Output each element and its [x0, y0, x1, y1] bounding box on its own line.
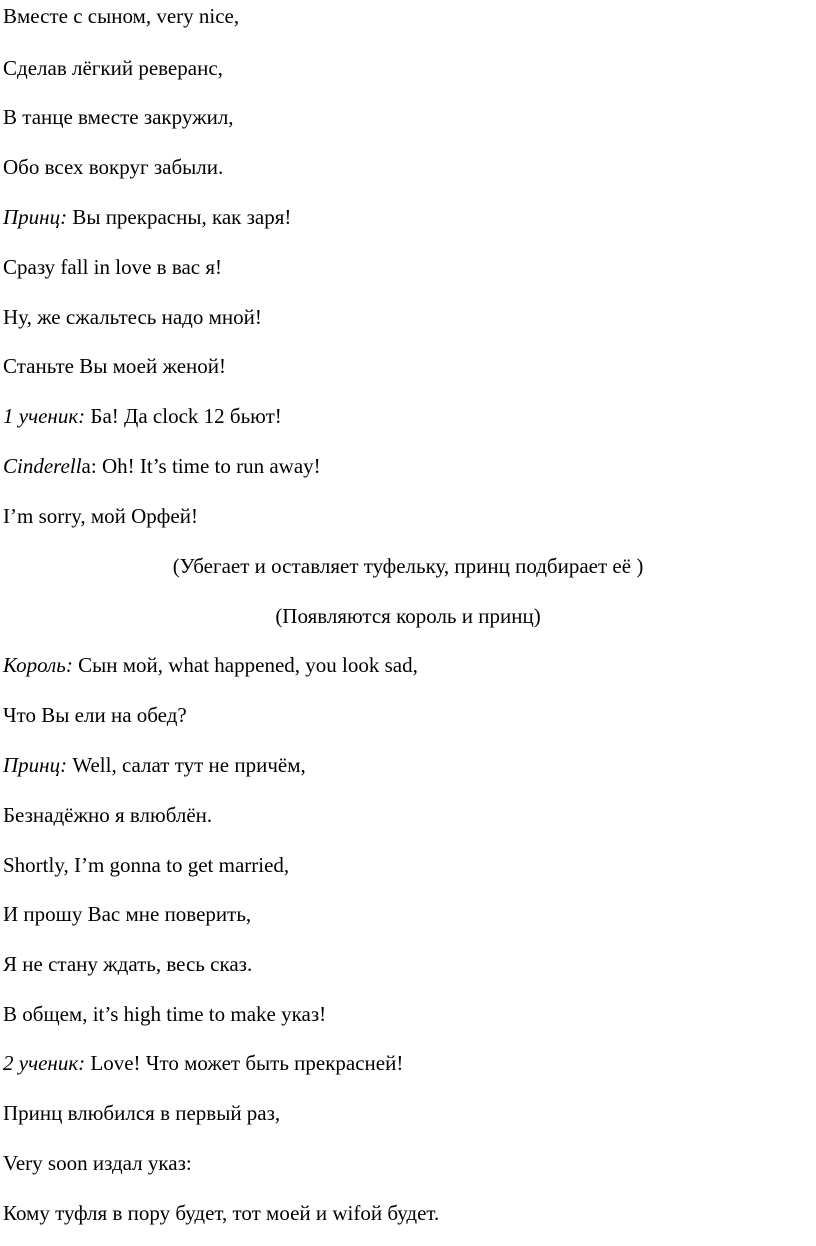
speaker-label: Cinderell — [3, 454, 82, 478]
text-line — [3, 154, 803, 180]
line-text: Я не стану ждать, весь сказ. — [3, 952, 253, 976]
text-line — [3, 852, 803, 878]
line-text: (Появляются король и принц) — [275, 604, 541, 628]
text-line — [3, 204, 803, 230]
line-text: Безнадёжно я влюблён. — [3, 803, 213, 827]
speaker-label: Король: — [3, 653, 73, 677]
text-line — [3, 304, 803, 330]
text-line — [3, 702, 803, 728]
line-text: Shortly, I’m gonna to get married, — [3, 853, 290, 877]
speaker-label: Принц: — [3, 205, 68, 229]
line-text: Кому туфля в пору будет, тот моей и wifoй будет. — [3, 1201, 440, 1225]
line-text: a: Oh! It’s time to run away! — [81, 454, 321, 478]
speaker-label: 2 ученик: — [3, 1051, 86, 1075]
text-line — [3, 652, 803, 678]
text-line — [3, 503, 803, 529]
line-text: Обо всех вокруг забыли. — [3, 155, 224, 179]
text-line — [3, 1050, 803, 1076]
line-text: И прошу Вас мне поверить, — [3, 902, 252, 926]
text-line — [3, 403, 803, 429]
line-text: I’m sorry, мой Орфей! — [3, 504, 198, 528]
line-text: Станьте Вы моей женой! — [3, 354, 226, 378]
line-text: Принц влюбился в первый раз, — [3, 1101, 281, 1125]
text-line — [3, 3, 803, 29]
line-text: Сразу fall in love в вас я! — [3, 255, 223, 279]
text-line — [3, 951, 803, 977]
text-line — [3, 802, 803, 828]
line-text: Very soon издал указ: — [3, 1151, 192, 1175]
text-line — [3, 901, 803, 927]
line-text: Well, салат тут не причём, — [67, 753, 306, 777]
line-text: Что Вы ели на обед? — [3, 703, 187, 727]
stage-direction — [0, 603, 816, 629]
text-line — [3, 453, 803, 479]
line-text: Вместе с сыном, very nice, — [3, 4, 240, 28]
text-line — [3, 104, 803, 130]
text-line — [3, 353, 803, 379]
text-line — [3, 752, 803, 778]
text-line — [3, 1150, 803, 1176]
text-line — [3, 254, 803, 280]
text-line — [3, 1001, 803, 1027]
line-text: Сын мой, what happened, you look sad, — [72, 653, 418, 677]
line-text: Ну, же сжальтесь надо мной! — [3, 305, 262, 329]
line-text: Ба! Да clock 12 бьют! — [85, 404, 282, 428]
text-line — [3, 55, 803, 81]
line-text: Сделав лёгкий реверанс, — [3, 56, 223, 80]
line-text: Вы прекрасны, как заря! — [67, 205, 292, 229]
speaker-label: 1 ученик: — [3, 404, 86, 428]
line-text: В танце вместе закружил, — [3, 105, 234, 129]
line-text: Love! Что может быть прекрасней! — [85, 1051, 404, 1075]
text-line — [3, 1200, 803, 1226]
speaker-label: Принц: — [3, 753, 68, 777]
text-line — [3, 1100, 803, 1126]
line-text: В общем, it’s high time to make указ! — [3, 1002, 327, 1026]
stage-direction — [0, 553, 816, 579]
line-text: (Убегает и оставляет туфельку, принц подбирает её ) — [172, 554, 644, 578]
